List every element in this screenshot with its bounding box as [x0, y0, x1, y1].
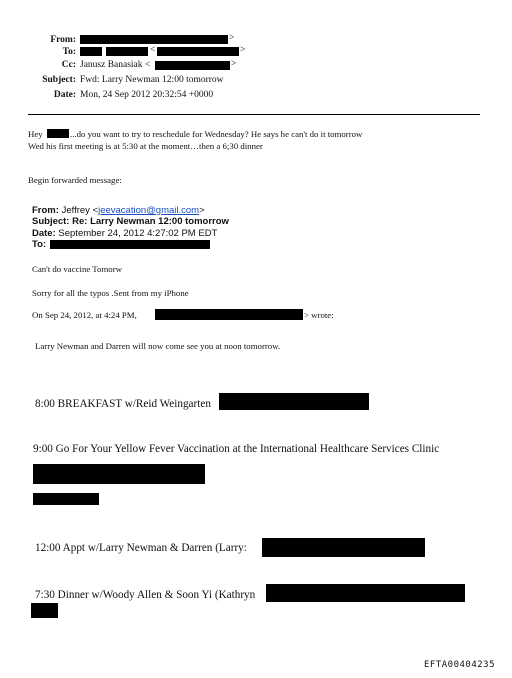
subject-value: Fwd: Larry Newman 12:00 tomorrow — [80, 75, 224, 85]
fwd-from-name: Jeffrey < — [61, 205, 99, 216]
redacted-original-sender — [155, 309, 303, 320]
date-label: Date: — [53, 90, 76, 100]
date-value: Mon, 24 Sep 2012 20:32:54 +0000 — [80, 90, 214, 100]
header-divider — [28, 114, 480, 115]
redacted-dinner-2 — [31, 603, 58, 618]
fwd-on-date: On Sep 24, 2012, at 4:24 PM, — [32, 310, 137, 320]
fwd-from-close: > — [199, 205, 205, 216]
greeting: Hey — [28, 129, 43, 139]
redacted-dinner-1 — [266, 584, 465, 602]
fwd-to-label: To: — [32, 239, 47, 250]
schedule-item-appointment: 12:00 Appt w/Larry Newman & Darren (Larry: — [35, 542, 247, 554]
from-bracket: > — [229, 33, 235, 43]
redacted-vaccination-2 — [33, 493, 99, 505]
redacted-fwd-to — [50, 240, 210, 249]
cc-bracket-close: > — [231, 59, 237, 69]
fwd-subject-label: Subject: — [32, 216, 70, 227]
to-bracket-open: < — [150, 45, 156, 55]
message-line-1: ...do you want to try to reschedule for Wednesday? He says he can't do it tomorrow — [70, 129, 363, 139]
fwd-from-line — [32, 205, 205, 216]
schedule-item-vaccination: 9:00 Go For Your Yellow Fever Vaccination at the International Healthcare Services Clinic — [33, 443, 440, 455]
fwd-vaccine-line: Can't do vaccine Tomorw — [32, 264, 122, 274]
fwd-wrote: > wrote: — [304, 310, 334, 320]
fwd-date-line — [32, 228, 217, 239]
fwd-subject-line — [32, 216, 229, 227]
redacted-cc — [155, 61, 230, 70]
fwd-typos-line: Sorry for all the typos .Sent from my iPhone — [32, 288, 189, 298]
schedule-item-dinner: 7:30 Dinner w/Woody Allen & Soon Yi (Kathryn — [35, 589, 256, 601]
subject-label: Subject: — [42, 75, 76, 85]
redacted-from — [80, 35, 228, 44]
redacted-vaccination-1 — [33, 464, 205, 484]
fwd-date-label: Date: — [32, 228, 56, 239]
to-label: To: — [62, 47, 76, 57]
fwd-from-label: From: — [32, 205, 59, 216]
cc-value: Janusz Banasiak < — [80, 60, 151, 70]
message-line-2: Wed his first meeting is at 5:30 at the moment…then a 6;30 dinner — [28, 141, 263, 151]
redacted-appointment — [262, 538, 425, 557]
cc-label: Cc: — [61, 60, 76, 70]
fwd-from-email[interactable]: jeevacation@gmail.com — [98, 205, 200, 216]
redacted-to-2 — [106, 47, 148, 56]
fwd-subject-value: Re: Larry Newman 12:00 tomorrow — [72, 216, 229, 227]
redacted-recipient-name — [47, 129, 69, 138]
redacted-breakfast — [219, 393, 369, 410]
from-label: From: — [50, 35, 76, 45]
fwd-quoted-line: Larry Newman and Darren will now come see you at noon tomorrow. — [35, 341, 281, 351]
begin-forwarded: Begin forwarded message: — [28, 175, 122, 185]
fwd-to-line — [32, 239, 46, 250]
schedule-item-breakfast: 8:00 BREAKFAST w/Reid Weingarten — [35, 398, 211, 410]
fwd-date-value: September 24, 2012 4:27:02 PM EDT — [58, 228, 218, 239]
document-id: EFTA00404235 — [424, 660, 496, 670]
redacted-to-3 — [157, 47, 239, 56]
to-bracket-close: > — [240, 45, 246, 55]
redacted-to-1 — [80, 47, 102, 56]
